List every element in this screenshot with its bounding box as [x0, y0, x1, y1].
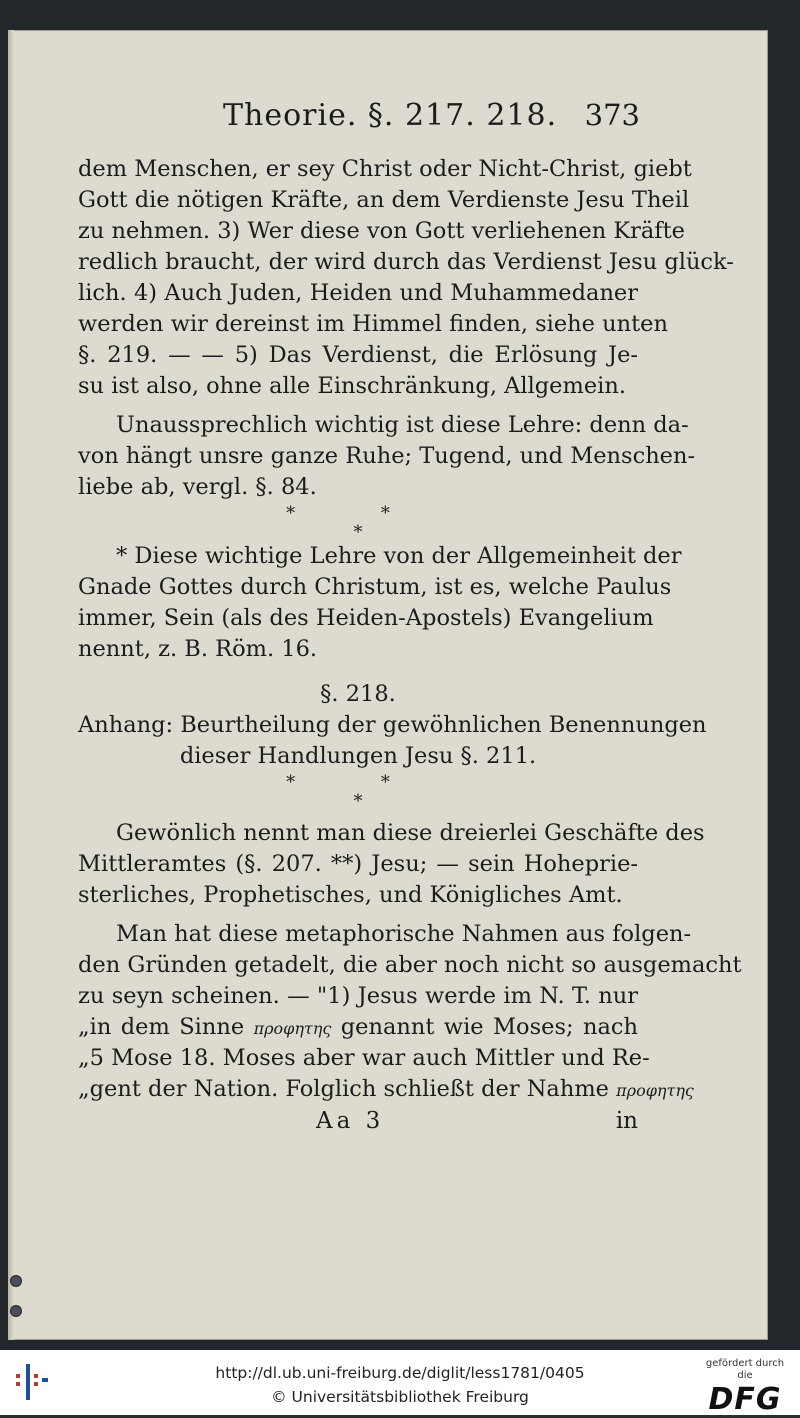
text-line: redlich braucht, der wird durch das Verdienst Jesu glück- — [78, 249, 734, 275]
greek-word: προφητης — [616, 1081, 694, 1100]
dfg-logo: DFG — [708, 1382, 782, 1417]
text-line — [78, 1012, 638, 1043]
text-line: Gewönlich nennt man diese dreierlei Geschäfte des — [116, 820, 705, 846]
text-line: zu nehmen. 3) Wer diese von Gott verliehenen Kräfte — [78, 218, 685, 244]
running-head: Theorie. §. 217. 218. — [223, 98, 558, 133]
note-line: Gnade Gottes durch Christum, ist es, welche Paulus — [78, 574, 672, 600]
text-fragment: „in dem Sinne — [78, 1014, 245, 1040]
greek-word: προφητης — [253, 1019, 332, 1038]
page-footer-marks — [78, 1105, 638, 1137]
text-line: Man hat diese metaphorische Nahmen aus folgen- — [116, 921, 692, 947]
text-line: dem Menschen, er sey Christ oder Nicht-Christ, giebt — [78, 156, 692, 182]
note-line: * Diese wichtige Lehre von der Allgemeinheit der — [116, 543, 682, 569]
binding-hole-icon — [10, 1275, 22, 1287]
funding-note: gefördert durch die — [705, 1358, 785, 1381]
text-fragment: genannt wie Moses; nach — [340, 1014, 638, 1040]
separator-star: * — [353, 791, 363, 812]
text-line: „5 Mose 18. Moses aber war auch Mittler und Re- — [78, 1045, 650, 1071]
text-line: werden wir dereinst im Himmel finden, siehe unten — [78, 311, 668, 337]
text-fragment: „gent der Nation. Folglich schließt der Nahme — [78, 1076, 609, 1102]
copyright-notice: © Universitätsbibliothek Freiburg — [271, 1388, 529, 1406]
section-heading: Anhang: Beurtheilung der gewöhnlichen Benennungen — [78, 712, 707, 738]
funder-block — [700, 1358, 790, 1418]
text-line: Mittleramtes (§. 207. **) Jesu; — sein Hoheprie- — [78, 851, 638, 877]
separator-stars: * * — [286, 772, 430, 793]
note-line: immer, Sein (als des Heiden-Apostels) Evangelium — [78, 605, 654, 631]
page-header — [78, 98, 638, 154]
catchword: in — [615, 1108, 638, 1134]
page-number: 373 — [584, 98, 640, 132]
binding-hole-icon — [10, 1305, 22, 1317]
signature-mark: Aa 3 — [316, 1108, 385, 1134]
permalink-url[interactable]: http://dl.ub.uni-freiburg.de/diglit/less1781/0405 — [215, 1364, 585, 1382]
text-line: Unaussprechlich wichtig ist diese Lehre: denn da- — [116, 412, 689, 438]
text-line: den Gründen getadelt, die aber noch nicht so ausgemacht — [78, 952, 742, 978]
text-line: lich. 4) Auch Juden, Heiden und Muhammedaner — [78, 280, 638, 306]
separator-star: * — [353, 522, 363, 543]
section-number: §. 218. — [320, 681, 396, 707]
page-gutter-shadow — [8, 30, 14, 1340]
text-line: von hängt unsre ganze Ruhe; Tugend, und Menschen- — [78, 443, 696, 469]
text-line: su ist also, ohne alle Einschränkung, Allgemein. — [78, 373, 626, 399]
text-line — [78, 1074, 694, 1105]
text-line: liebe ab, vergl. §. 84. — [78, 474, 317, 500]
text-line: zu seyn scheinen. — "1) Jesus werde im N. T. nur — [78, 983, 638, 1009]
text-line: §. 219. — — 5) Das Verdienst, die Erlösung Je- — [78, 342, 638, 368]
page-text — [78, 98, 742, 1137]
separator-stars: * * — [286, 503, 430, 524]
text-line: Gott die nötigen Kräfte, an dem Verdienste Jesu Theil — [78, 187, 690, 213]
viewer-footer — [0, 1350, 800, 1415]
section-heading: dieser Handlungen Jesu §. 211. — [179, 743, 537, 769]
note-line: nennt, z. B. Röm. 16. — [78, 636, 318, 662]
text-line: sterliches, Prophetisches, und Königliches Amt. — [78, 882, 623, 908]
